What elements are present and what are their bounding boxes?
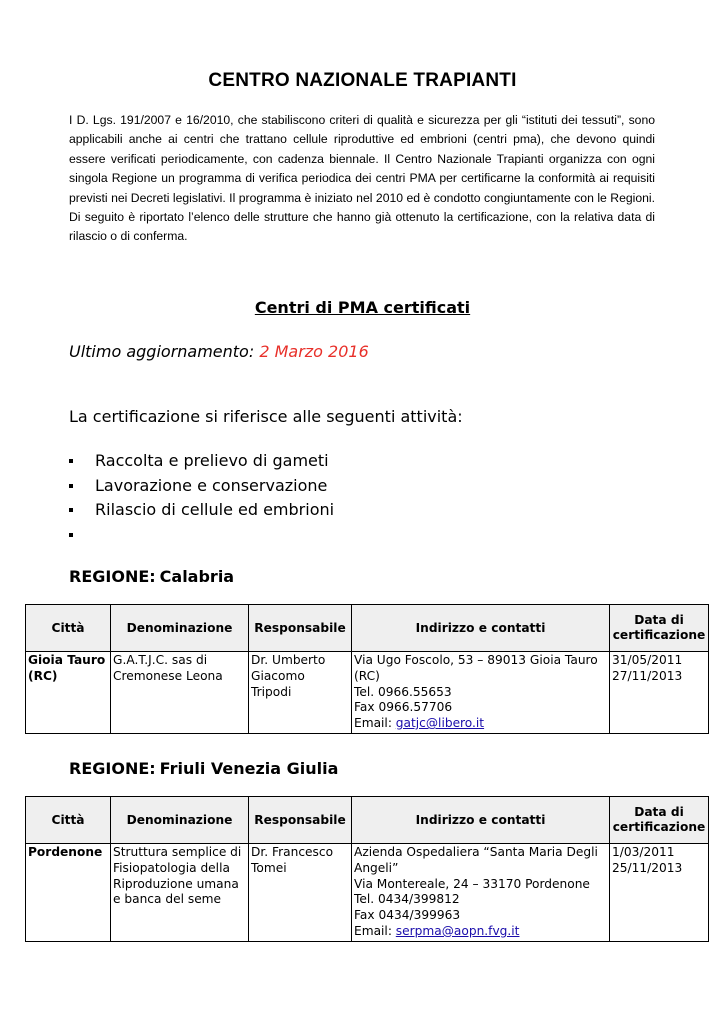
activity-item	[67, 449, 334, 474]
last-updated	[69, 342, 369, 361]
bullet-icon	[69, 533, 73, 537]
cell-responsible: Dr. Umberto Giacomo Tripodi	[249, 652, 352, 734]
cell-city: Gioia Tauro (RC)	[26, 652, 111, 734]
header-name: Denominazione	[111, 605, 249, 652]
document-title: CENTRO NAZIONALE TRAPIANTI	[208, 70, 517, 91]
address-text: Via Ugo Foscolo, 53 – 89013 Gioia Tauro (RC) Tel. 0966.55653 Fax 0966.57706	[354, 653, 598, 715]
intro-paragraph: I D. Lgs. 191/2007 e 16/2010, che stabiliscono criteri di qualità e sicurezza per gli “istituti dei tessuti”, sono applicabili anche ai centri che trattano cellule riproduttive ed embrioni (centri pma), che devono quindi essere verificati periodicamente, con cadenza biennale. Il Centro Nazionale Trapianti organizza con ogni singola Regione un programma di verifica periodica dei centri PMA per certificarne la conformità ai requisiti previsti nei Decreti legislativi. Il programma è iniziato nel 2010 ed è condotto congiuntamente con le Regioni. Di seguito è riportato l’elenco delle strutture che hanno già ottenuto la certificazione, con la relativa data di rilascio o di conferma.	[69, 113, 655, 244]
activity-item	[67, 523, 334, 548]
header-address: Indirizzo e contatti	[352, 605, 610, 652]
activity-label: Raccolta e prelievo di gameti	[95, 451, 329, 470]
header-city: Città	[26, 797, 111, 844]
activity-label: Rilascio di cellule ed embrioni	[95, 500, 335, 519]
cell-name: Struttura semplice di Fisiopatologia della Riproduzione umana e banca del seme	[111, 844, 249, 942]
last-updated-label: Ultimo aggiornamento:	[69, 342, 255, 361]
region-name: Calabria	[159, 567, 235, 586]
region-label: REGIONE:	[69, 759, 156, 778]
email-label: Email:	[354, 923, 392, 938]
address-text: Azienda Ospedaliera “Santa Maria Degli Angeli” Via Montereale, 24 – 33170 Pordenone Tel. 0434/399812 Fax 0434/399963	[354, 845, 598, 923]
bullet-icon	[69, 459, 73, 463]
region-label: REGIONE:	[69, 567, 156, 586]
cell-address	[352, 652, 610, 734]
table-header-row	[26, 797, 709, 844]
table-row	[26, 652, 709, 734]
header-date: Data di certificazione	[610, 605, 709, 652]
header-responsible: Responsabile	[249, 605, 352, 652]
email-line	[354, 924, 607, 940]
cell-address	[352, 844, 610, 942]
cell-dates: 1/03/2011 25/11/2013	[610, 844, 709, 942]
activities-list	[67, 449, 334, 547]
email-label: Email:	[354, 716, 392, 731]
header-name: Denominazione	[111, 797, 249, 844]
email-line	[354, 716, 607, 732]
email-link[interactable]: serpma@aopn.fvg.it	[395, 923, 520, 938]
section-title-text: Centri di PMA certificati	[254, 298, 471, 317]
email-link[interactable]: gatjc@libero.it	[395, 716, 485, 731]
header-city: Città	[26, 605, 111, 652]
section-title	[0, 298, 725, 317]
header-responsible: Responsabile	[249, 797, 352, 844]
activities-intro: La certificazione si riferisce alle seguenti attività:	[69, 407, 463, 426]
bullet-icon	[69, 484, 73, 488]
activity-item	[67, 498, 334, 523]
last-updated-date: 2 Marzo 2016	[259, 342, 369, 361]
region-heading-calabria	[69, 567, 234, 586]
cell-dates: 31/05/2011 27/11/2013	[610, 652, 709, 734]
header-date: Data di certificazione	[610, 797, 709, 844]
header-address: Indirizzo e contatti	[352, 797, 610, 844]
centers-table-calabria	[25, 604, 709, 734]
cell-name: G.A.T.J.C. sas di Cremonese Leona	[111, 652, 249, 734]
activity-item	[67, 474, 334, 499]
cell-city: Pordenone	[26, 844, 111, 942]
region-heading-friuli	[69, 759, 338, 778]
bullet-icon	[69, 508, 73, 512]
cell-responsible: Dr. Francesco Tomei	[249, 844, 352, 942]
table-row	[26, 844, 709, 942]
centers-table-friuli	[25, 796, 709, 942]
region-name: Friuli Venezia Giulia	[159, 759, 339, 778]
table-header-row	[26, 605, 709, 652]
activity-label: Lavorazione e conservazione	[95, 475, 328, 495]
